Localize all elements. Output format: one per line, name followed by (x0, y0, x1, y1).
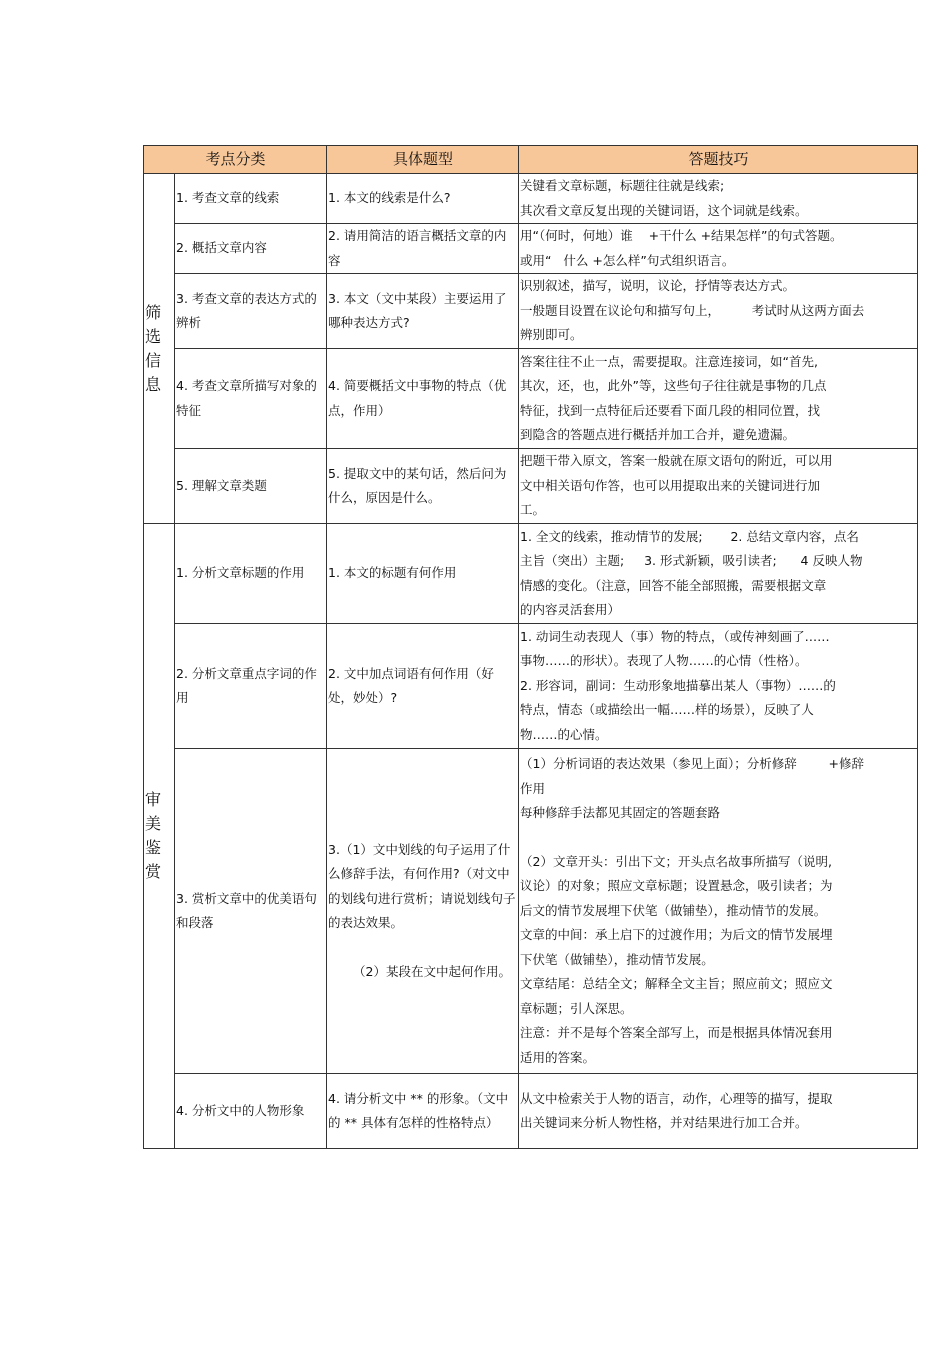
tip-line: 的内容灵活套用） (520, 602, 621, 617)
tip-line: 情感的变化。（注意，回答不能全部照搬，需要根据文章 (520, 577, 827, 593)
point-cell: 2. 概括文章内容 (175, 224, 327, 274)
question-cell: 2. 请用简洁的语言概括文章的内容 (327, 224, 519, 274)
tips-cell (519, 524, 918, 624)
tip-line: 事物……的形状）。表现了人物……的心情（性格）。 (520, 653, 808, 669)
tip-line: 适用的答案。 (520, 1049, 596, 1065)
table-row (144, 524, 918, 624)
tip-line: 作用 (520, 780, 546, 796)
tip-line: 文章的中间：承上启下的过渡作用；为后文的情节发展埋 (520, 927, 833, 942)
point-cell: 4. 分析文中的人物形象 (175, 1074, 327, 1149)
header-question-type: 具体题型 (327, 146, 519, 174)
tip-line: 文中相关语句作答，也可以用提取出来的关键词进行加 (520, 477, 821, 493)
tip-line: （1）分析词语的表达效果（参见上面）；分析修辞 +修辞 (520, 756, 864, 771)
header-answer-tips: 答题技巧 (519, 146, 918, 174)
tip-line: 到隐含的答题点进行概括并加工合并，避免遗漏。 (520, 427, 796, 442)
tip-line: 特点，情态（或描绘出一幅……样的场景），反映了人 (520, 702, 814, 718)
tip-line: 从文中检索关于人物的语言，动作，心理等的描写，提取 (520, 1090, 833, 1106)
tip-line: 或用“ 什么 +怎么样”句式组织语言。 (520, 252, 735, 268)
tips-cell (519, 624, 918, 749)
category-cell (144, 174, 175, 524)
tip-line: 主旨（突出）主题; 3. 形式新颖，吸引读者; 4 反映人物 (520, 553, 863, 568)
tip-line: 每种修辞手法都见其固定的答题套路 (520, 805, 721, 820)
tips-cell (519, 349, 918, 449)
point-cell: 3. 考查文章的表达方式的辨析 (175, 274, 327, 349)
tip-line: 物……的心情。 (520, 726, 608, 742)
table-row (144, 349, 918, 449)
question-cell: 3. 本文（文中某段）主要运用了哪种表达方式? (327, 274, 519, 349)
tip-line: （2）文章开头：引出下文；开头点名故事所描写（说明, (520, 853, 832, 869)
tip-line: 章标题；引人深思。 (520, 1000, 633, 1016)
tip-line: 一般题目设置在议论句和描写句上， 考试时从这两方面去 (520, 302, 865, 318)
header-row (144, 146, 918, 174)
question-cell: 4. 请分析文中 ** 的形象。（文中的 ** 具体有怎样的性格特点） (327, 1074, 519, 1149)
table-row (144, 449, 918, 524)
question-cell: 1. 本文的线索是什么? (327, 174, 519, 224)
tip-line: 把题干带入原文，答案一般就在原文语句的附近，可以用 (520, 453, 833, 469)
question-cell: 1. 本文的标题有何作用 (327, 524, 519, 624)
question-part: 3.（1）文中划线的句子运用了什么修辞手法，有何作用?（对文中的划线句进行赏析；请说划线句子的表达效果。 (328, 841, 516, 931)
header-category: 考点分类 (144, 146, 327, 174)
table-row (144, 749, 918, 1074)
table-row (144, 274, 918, 349)
exam-skills-table (143, 145, 918, 1149)
tip-line: 特征，找到一点特征后还要看下面几段的相同位置，找 (520, 402, 821, 418)
category-label: 筛选信息 (145, 302, 162, 394)
category-label: 审美鉴赏 (145, 790, 162, 881)
point-cell: 2. 分析文章重点字词的作用 (175, 624, 327, 749)
tips-cell (519, 274, 918, 349)
question-cell: 4. 简要概括文中事物的特点（优点，作用） (327, 349, 519, 449)
table-row (144, 1074, 918, 1149)
point-cell: 1. 分析文章标题的作用 (175, 524, 327, 624)
tip-blank-line (520, 826, 917, 850)
tip-line: 答案往往不止一点，需要提取。注意连接词，如“首先, (520, 353, 818, 369)
tips-cell (519, 174, 918, 224)
question-cell: 2. 文中加点词语有何作用（好处，妙处）? (327, 624, 519, 749)
table-row (144, 224, 918, 274)
tip-line: 下伏笔（做铺垫），推动情节发展。 (520, 951, 714, 967)
tip-line: 识别叙述，描写，说明，议论，抒情等表达方式。 (520, 278, 796, 294)
category-cell (144, 524, 175, 1149)
tip-line: 工。 (520, 502, 546, 518)
point-cell: 5. 理解文章类题 (175, 449, 327, 524)
tip-line: 其次，还，也，此外”等，这些句子往往就是事物的几点 (520, 378, 827, 393)
tip-line: 后文的情节发展埋下伏笔（做铺垫），推动情节的发展。 (520, 902, 827, 918)
question-cell (327, 749, 519, 1074)
tips-cell (519, 1074, 918, 1149)
table-row (144, 624, 918, 749)
question-cell: 5. 提取文中的某句话，然后问为什么，原因是什么。 (327, 449, 519, 524)
tip-line: 1. 全文的线索，推动情节的发展; 2. 总结文章内容，点名 (520, 528, 859, 544)
tip-line: 议论）的对象；照应文章标题；设置悬念，吸引读者；为 (520, 878, 833, 893)
tip-line: 出关键词来分析人物性格，并对结果进行加工合并。 (520, 1115, 808, 1130)
tip-line: 注意：并不是每个答案全部写上，而是根据具体情况套用 (520, 1025, 833, 1040)
tip-line: 关键看文章标题，标题往往就是线索; (520, 178, 725, 193)
tips-cell (519, 449, 918, 524)
question-part: （2）某段在文中起何作用。 (353, 963, 511, 979)
tips-cell (519, 224, 918, 274)
point-cell: 4. 考查文章所描写对象的特征 (175, 349, 327, 449)
tip-line: 用“（何时，何地）谁 +干什么 +结果怎样”的句式答题。 (520, 228, 843, 243)
tips-cell (519, 749, 918, 1074)
tip-line: 辨别即可。 (520, 327, 583, 343)
tip-line: 1. 动词生动表现人（事）物的特点，（或传神刻画了…… (520, 628, 830, 644)
point-cell: 1. 考查文章的线索 (175, 174, 327, 224)
tip-line: 2. 形容词，副词：生动形象地描摹出某人（事物）……的 (520, 677, 836, 693)
point-cell: 3. 赏析文章中的优美语句和段落 (175, 749, 327, 1074)
tip-line: 文章结尾：总结全文；解释全文主旨；照应前文；照应文 (520, 976, 833, 991)
tip-line: 其次看文章反复出现的关键词语，这个词就是线索。 (520, 202, 808, 218)
table-row (144, 174, 918, 224)
